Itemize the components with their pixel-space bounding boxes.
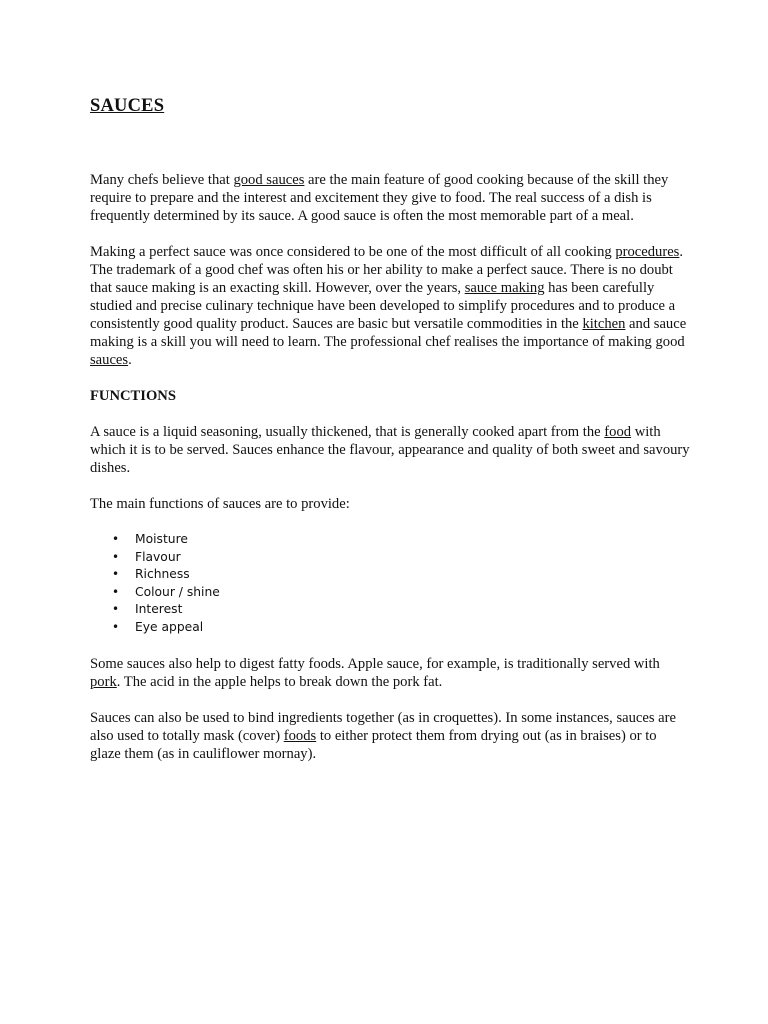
link-sauce-making[interactable]: sauce making	[464, 280, 545, 296]
perfect-sauce-paragraph	[90, 243, 690, 369]
bullet-icon: •	[112, 584, 120, 599]
binding-paragraph	[90, 709, 690, 763]
intro-paragraph	[90, 171, 690, 225]
list-item-label: Flavour	[135, 549, 181, 564]
list-item	[90, 549, 690, 567]
definition-paragraph	[90, 423, 690, 477]
link-foods[interactable]: foods	[283, 727, 317, 744]
functions-heading: FUNCTIONS	[90, 388, 176, 404]
para4-text-2: . The acid in the apple helps to break down the pork fat.	[116, 673, 443, 690]
page-title: SAUCES	[90, 96, 165, 116]
digestion-paragraph	[90, 655, 690, 691]
list-item-label: Eye appeal	[135, 619, 204, 634]
link-kitchen[interactable]: kitchen	[582, 316, 626, 332]
document-page	[90, 94, 690, 763]
link-procedures[interactable]: procedures	[615, 244, 680, 260]
intro-text-2: are the main feature of good cooking because of the skill they require to prepare and the interest and excitement they give to food. The real success of a dish is frequently determined by its sauce. A good sauce is often the most memorable part of a meal.	[90, 172, 669, 224]
list-item-label: Moisture	[135, 532, 188, 546]
intro-text-1: Many chefs believe that	[90, 172, 234, 188]
para3-text-1: A sauce is a liquid seasoning, usually thickened, that is generally cooked apart from the	[90, 424, 605, 440]
list-item-label: Richness	[135, 567, 190, 582]
list-item-label: Colour / shine	[135, 584, 220, 599]
bullet-icon: •	[112, 549, 120, 564]
list-intro: The main functions of sauces are to provide:	[90, 496, 350, 512]
para3-text-2: with which it is to be served. Sauces enhance the flavour, appearance and quality of both sweet and savoury dishes.	[90, 424, 690, 476]
list-item	[90, 566, 690, 584]
link-sauces[interactable]: sauces	[90, 352, 129, 368]
bullet-icon: •	[112, 602, 120, 617]
link-food[interactable]: food	[604, 424, 632, 440]
list-item-label: Interest	[135, 602, 183, 617]
list-item	[90, 601, 690, 619]
link-pork[interactable]: pork	[90, 673, 117, 690]
list-item	[90, 584, 690, 602]
functions-list	[90, 531, 690, 637]
para2-text-3: has been carefully studied and precise culinary technique have been developed to simplify procedures and to produce a consistently good quality product. Sauces are basic but versatile commodities in the	[90, 280, 676, 332]
para4-text-1: Some sauces also help to digest fatty foods. Apple sauce, for example, is traditionally served with	[90, 655, 660, 672]
para2-text-5: .	[128, 352, 132, 368]
para2-text-1: Making a perfect sauce was once considered to be one of the most difficult of all cooking	[90, 244, 616, 260]
para5-text-2: to either protect them from drying out (as in braises) or to glaze them (as in cauliflower mornay).	[90, 727, 657, 762]
para5-text-1: Sauces can also be used to bind ingredients together (as in croquettes). In some instances, sauces are also used to totally mask (cover)	[90, 709, 676, 744]
bullet-icon: •	[112, 567, 120, 582]
list-item	[90, 531, 690, 549]
link-good-sauces[interactable]: good sauces	[233, 172, 305, 188]
bullet-icon: •	[112, 619, 120, 634]
para2-text-4: and sauce making is a skill you will need to learn. The professional chef realises the importance of making good	[90, 316, 687, 350]
para2-text-2: . The trademark of a good chef was often his or her ability to make a perfect sauce. There is no doubt that sauce making is an exacting skill. However, over the years,	[90, 244, 684, 296]
bullet-icon: •	[112, 532, 120, 546]
list-item	[90, 619, 690, 637]
